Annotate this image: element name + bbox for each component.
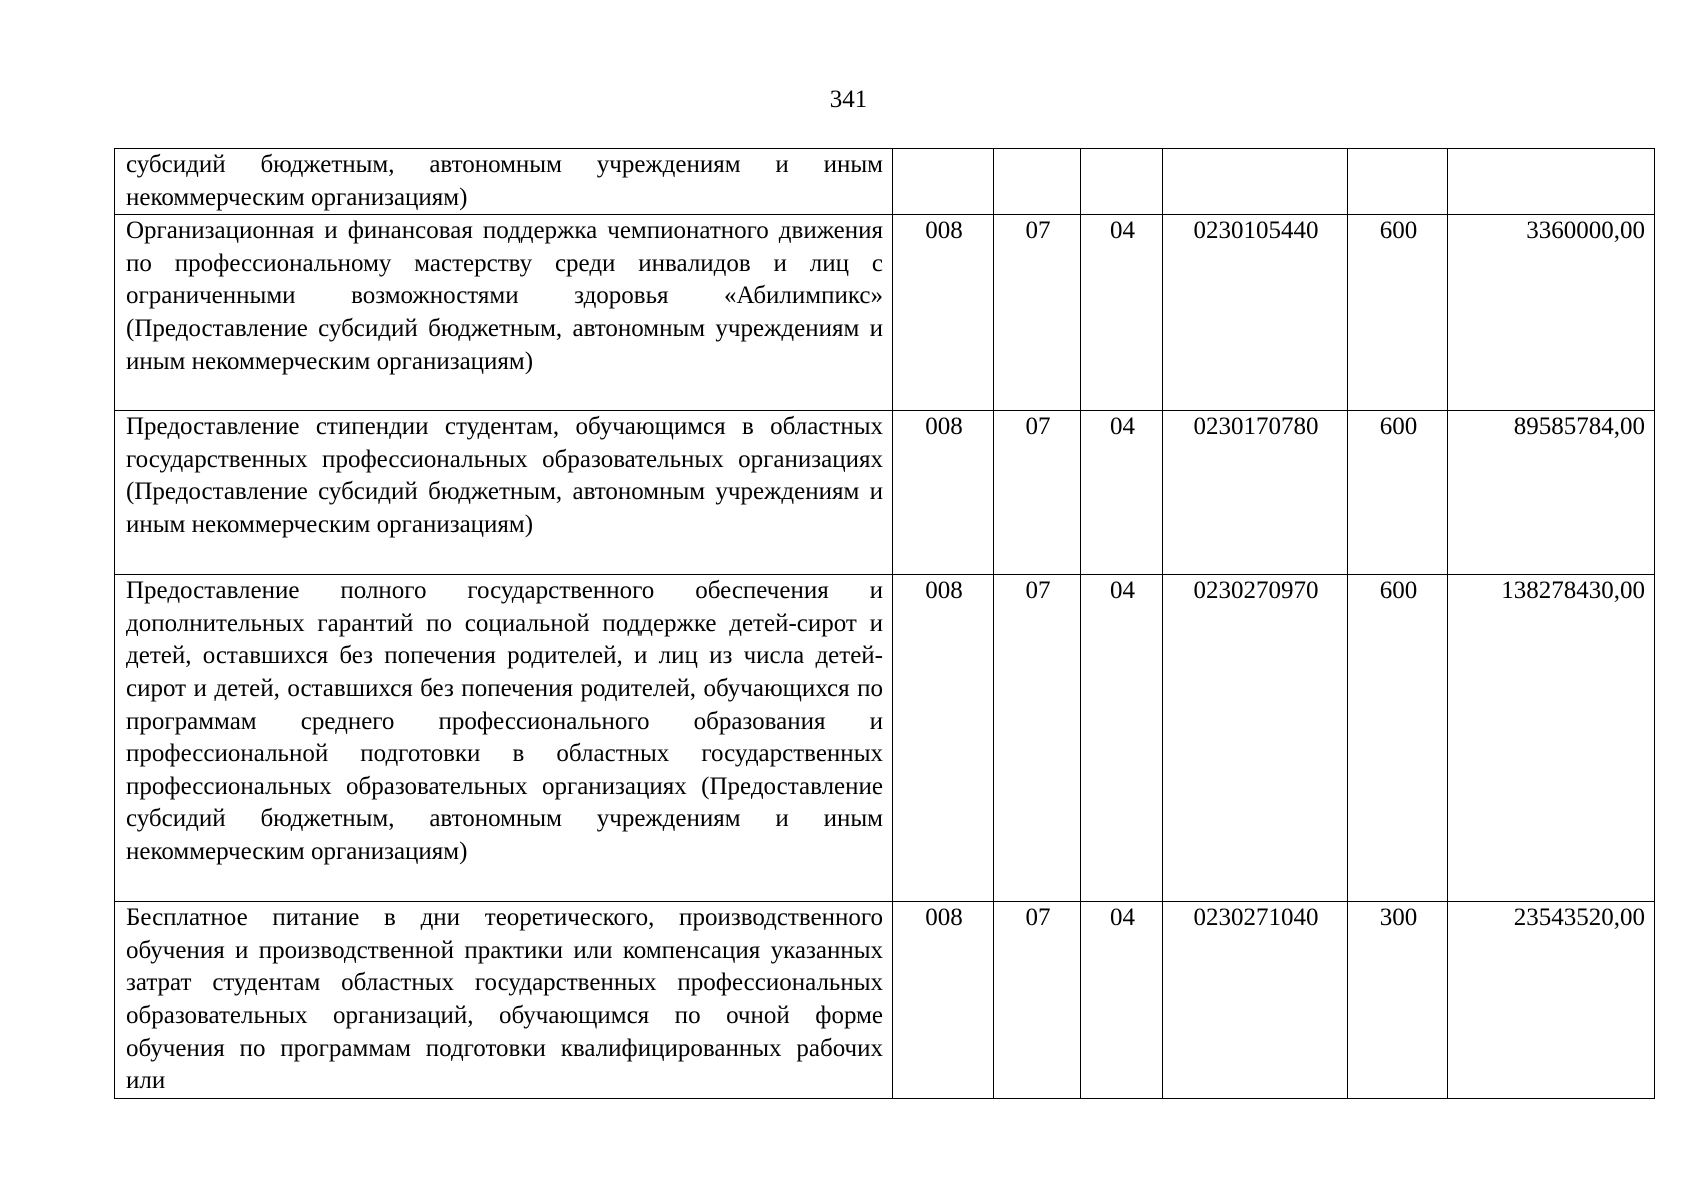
table-row: [115, 575, 1655, 902]
target-article-code: 0230105440: [1163, 215, 1348, 411]
subsection-code: 04: [1081, 902, 1163, 1099]
section-code: 07: [994, 411, 1081, 575]
row-description: Предоставление стипендии студентам, обучающимся в областных государственных профессиональных образовательных организациях (Предоставление субсидий бюджетным, автономным учреждениям и иным некоммерческим организациям): [115, 411, 893, 575]
subsection-code: [1081, 149, 1163, 215]
expense-type-code: 300: [1348, 902, 1448, 1099]
amount: [1448, 149, 1655, 215]
budget-table: [114, 148, 1655, 1099]
target-article-code: 0230271040: [1163, 902, 1348, 1099]
row-description: Бесплатное питание в дни теоретического, производственного обучения и производственной практики или компенсация указанных затрат студентам областных государственных профессиональных образовательных организаций, обучающимся по очной форме обучения по программам подготовки квалифицированных рабочих или: [115, 902, 893, 1099]
target-article-code: 0230170780: [1163, 411, 1348, 575]
subsection-code: 04: [1081, 215, 1163, 411]
expense-type-code: 600: [1348, 215, 1448, 411]
amount: 138278430,00: [1448, 575, 1655, 902]
table-row: [115, 215, 1655, 411]
expense-type-code: [1348, 149, 1448, 215]
row-description: Организационная и финансовая поддержка чемпионатного движения по профессиональному мастерству среди инвалидов и лиц с ограниченными возможностями здоровья «Абилимпикс» (Предоставление субсидий бюджетным, автономным учреждениям и иным некоммерческим организациям): [115, 215, 893, 411]
row-description: субсидий бюджетным, автономным учреждениям и иным некоммерческим организациям): [115, 149, 893, 215]
page-number: 341: [829, 86, 868, 113]
section-code: 07: [994, 902, 1081, 1099]
target-article-code: [1163, 149, 1348, 215]
amount: 3360000,00: [1448, 215, 1655, 411]
ministry-code: 008: [893, 902, 994, 1099]
ministry-code: 008: [893, 411, 994, 575]
table-row: [115, 411, 1655, 575]
table-row: [115, 149, 1655, 215]
section-code: 07: [994, 575, 1081, 902]
amount: 23543520,00: [1448, 902, 1655, 1099]
ministry-code: 008: [893, 215, 994, 411]
section-code: [994, 149, 1081, 215]
row-description: Предоставление полного государственного обеспечения и дополнительных гарантий по социальной поддержке детей-сирот и детей, оставшихся без попечения родителей, и лиц из числа детей-сирот и детей, оставшихся без попечения родителей, обучающихся по программам среднего профессионального образования и профессиональной подготовки в областных государственных профессиональных образовательных организациях (Предоставление субсидий бюджетным, автономным учреждениям и иным некоммерческим организациям): [115, 575, 893, 902]
table-row: [115, 902, 1655, 1099]
amount: 89585784,00: [1448, 411, 1655, 575]
subsection-code: 04: [1081, 575, 1163, 902]
expense-type-code: 600: [1348, 575, 1448, 902]
subsection-code: 04: [1081, 411, 1163, 575]
expense-type-code: 600: [1348, 411, 1448, 575]
target-article-code: 0230270970: [1163, 575, 1348, 902]
section-code: 07: [994, 215, 1081, 411]
ministry-code: [893, 149, 994, 215]
ministry-code: 008: [893, 575, 994, 902]
